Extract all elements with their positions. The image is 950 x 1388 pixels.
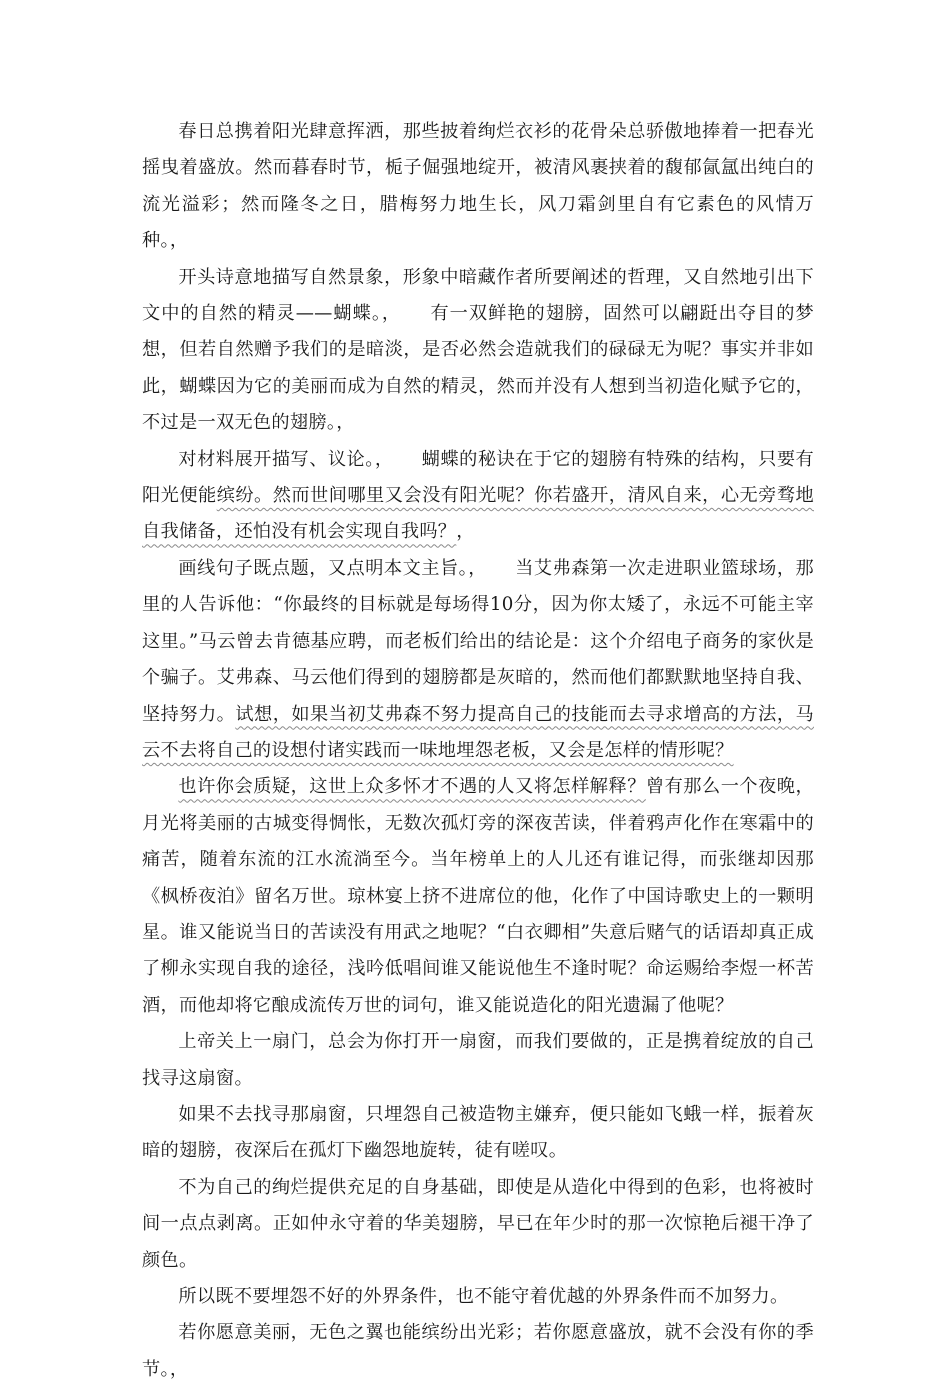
- paragraph-text: 画线句子既点题，又点明本文主旨。， 当艾弗森第一次走进职业篮球场，那里的人告诉他：“你最终的目标就是每场得10分，因为你太矮了，永远不可能主宰这里。”马云曾去肯德基应聘，而老板们给出的结论是：这个介绍电子商务的家伙是个骗子。艾弗森、马云他们得到的翅膀都是灰暗的，然而他们都默默地坚持自我、坚持努力。: [142, 557, 814, 725]
- article-body: [142, 114, 814, 1388]
- paragraph-7: 如果不去找寻那扇窗，只埋怨自己被造物主嫌弃，便只能如飞蛾一样，振着灰暗的翅膀，夜深后在孤灯下幽怨地旋转，徒有嗟叹。: [142, 1103, 814, 1162]
- paragraph-5: [142, 769, 814, 1024]
- underlined-sentence: 缤纷。然而世间哪里又会没有阳光呢？你若盛开，清风自来，心无旁骛地自我储备，还怕没有机会实现自我吗？: [142, 485, 814, 543]
- paragraph-text: ，: [456, 521, 475, 543]
- paragraph-9: 所以既不要埋怨不好的外界条件，也不能守着优越的外界条件而不加努力。: [178, 1286, 789, 1307]
- paragraph-2: 开头诗意地描写自然景象，形象中暗藏作者所要阐述的哲理，又自然地引出下文中的自然的精灵——蝴蝶。， 有一双鲜艳的翅膀，固然可以翩跹出夺目的梦想，但若自然赠予我们的是暗淡，是否必然会造就我们的碌碌无为呢？事实并非如此，蝴蝶因为它的美丽而成为自然的精灵，然而并没有人想到当初造化赋予它的，不过是一双无色的翅膀。，: [142, 266, 814, 434]
- underlined-sentence: 试想，如果当初艾弗森不努力提高自己的技能而去寻求增高的方法，马云不去将自己的设想付诸实践而一味地埋怨老板，又会是怎样的情形呢？: [142, 703, 814, 761]
- paragraph-text: 曾有那么一个夜晚，月光将美丽的古城变得惆怅，无数次孤灯旁的深夜苦读，伴着鸦声化作在寒霜中的痛苦，随着东流的江水流淌至今。当年榜单上的人儿还有谁记得，而张继却因那《枫桥夜泊》留名万世。琼林宴上挤不进席位的他，化作了中国诗歌史上的一颗明星。谁又能说当日的苦读没有用武之地呢？“白衣卿相”失意后赌气的话语却真正成了柳永实现自我的途径，浅吟低唱间谁又能说他生不逢时呢？命运赐给李煜一杯苦酒，而他却将它酿成流传万世的词句，谁又能说造化的阳光遗漏了他呢？: [142, 776, 814, 1016]
- paragraph-8: 不为自己的绚烂提供充足的自身基础，即使是从造化中得到的色彩，也将被时间一点点剥离。正如仲永守着的华美翅膀，早已在年少时的那一次惊艳后褪干净了颜色。: [142, 1176, 814, 1271]
- paragraph-3: [142, 442, 814, 551]
- paragraph-text: 对材料展开描写、议论。， 蝴蝶的秘诀在于它的翅膀有特殊的结构，只要有阳光便能: [142, 448, 814, 507]
- underlined-sentence: 也许你会质疑，这世上众多怀才不遇的人又将怎样解释？: [178, 776, 646, 798]
- paragraph-1: 春日总携着阳光肆意挥洒，那些披着绚烂衣衫的花骨朵总骄傲地捧着一把春光摇曳着盛放。然而暮春时节，栀子倔强地绽开，被清风裹挟着的馥郁氤氲出纯白的流光溢彩；然而隆冬之日，腊梅努力地生长，风刀霜剑里自有它素色的风情万种。，: [142, 121, 814, 252]
- paragraph-10: 若你愿意美丽，无色之翼也能缤纷出光彩；若你愿意盛放，就不会没有你的季节。，: [142, 1322, 814, 1380]
- paragraph-4: [142, 551, 814, 769]
- paragraph-6: 上帝关上一扇门，总会为你打开一扇窗，而我们要做的，正是携着绽放的自己找寻这扇窗。: [142, 1031, 814, 1089]
